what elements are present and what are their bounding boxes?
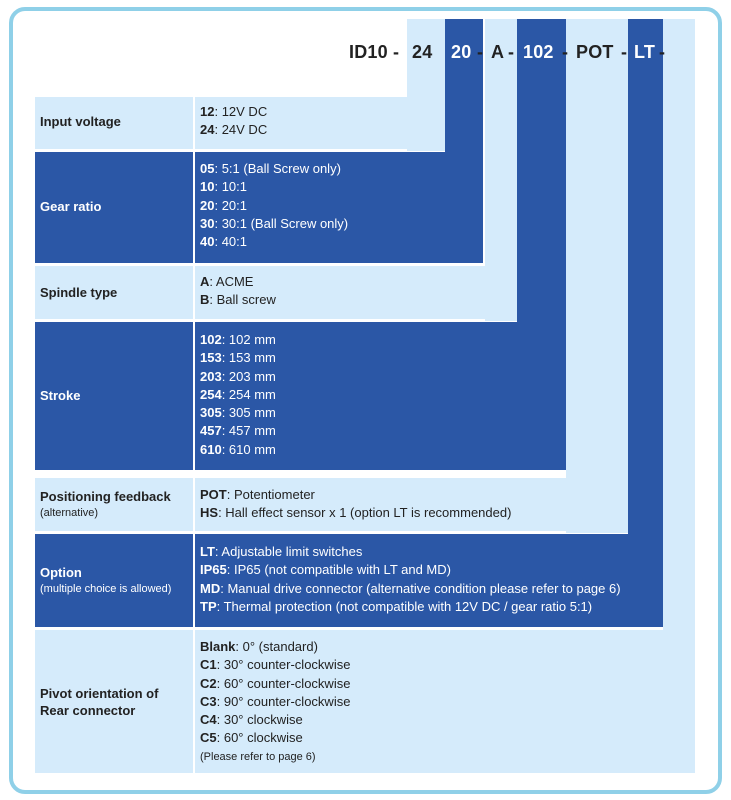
option-item: 10: 10:1: [200, 179, 247, 195]
separator: [193, 322, 195, 470]
options-stroke: [200, 331, 276, 459]
option-item: 30: 30:1 (Ball Screw only): [200, 215, 349, 231]
options-pivot-orientation: [200, 638, 350, 766]
category-option: Option (multiple choice is allowed): [40, 565, 172, 595]
option-item: LT: Adjustable limit switches: [200, 544, 363, 559]
options-positioning-feedback: [200, 486, 511, 523]
option-item: 20: 20:1: [200, 197, 247, 213]
code-dash: -: [659, 42, 666, 62]
options-option: [200, 543, 621, 616]
category-positioning-feedback: Positioning feedback (alternative): [40, 489, 171, 519]
option-item: HS: Hall effect sensor x 1 (option LT is recommended): [200, 505, 512, 521]
column-positioning-feedback: [566, 19, 628, 533]
option-item: Blank: 0° (standard): [200, 639, 318, 654]
code-segment-option: LT: [634, 42, 656, 62]
option-item: C4: 30° clockwise: [200, 712, 303, 728]
option-item: 102: 102 mm: [200, 332, 276, 347]
option-item: 40: 40:1: [200, 234, 247, 250]
option-item: 305: 305 mm: [200, 405, 276, 421]
option-item: 254: 254 mm: [200, 386, 276, 402]
option-item: TP: Thermal protection (not compatible with 12V DC / gear ratio 5:1): [200, 598, 593, 614]
option-item: 203: 203 mm: [200, 368, 276, 384]
separator: [193, 97, 195, 149]
code-dash: -: [621, 42, 628, 62]
code-segment-gear-ratio: 20: [451, 42, 472, 62]
code-dash: -: [477, 42, 484, 62]
separator: [193, 534, 195, 627]
code-segment-voltage: 24: [412, 42, 433, 62]
category-gear-ratio: Gear ratio: [40, 199, 102, 214]
option-item: C3: 90° counter-clockwise: [200, 693, 351, 709]
option-item: POT: Potentiometer: [200, 487, 315, 502]
code-segment-stroke: 102: [523, 42, 554, 62]
category-input-voltage: Input voltage: [40, 114, 121, 129]
options-input-voltage: [200, 103, 267, 140]
page-reference-note: (Please refer to page 6): [200, 750, 316, 763]
option-item: A: ACME: [200, 274, 254, 289]
separator: [193, 630, 195, 773]
code-segment-spindle: A: [491, 42, 505, 62]
option-item: 610: 610 mm: [200, 441, 276, 457]
option-item: C2: 60° counter-clockwise: [200, 675, 351, 691]
separator: [193, 266, 195, 319]
row-stroke: [35, 322, 566, 470]
options-gear-ratio: [200, 160, 348, 251]
model-prefix: ID10 -: [349, 42, 400, 62]
code-segment-feedback: POT: [576, 42, 614, 62]
option-item: B: Ball screw: [200, 292, 276, 308]
options-spindle-type: [200, 273, 276, 310]
separator: [193, 478, 195, 531]
category-pivot-orientation: Pivot orientation of Rear connector: [40, 686, 159, 718]
option-item: IP65: IP65 (not compatible with LT and MD): [200, 562, 451, 578]
option-item: C5: 60° clockwise: [200, 730, 303, 746]
option-item: 457: 457 mm: [200, 423, 276, 439]
category-stroke: Stroke: [40, 388, 81, 403]
option-item: 153: 153 mm: [200, 350, 276, 366]
code-dash: -: [508, 42, 515, 62]
category-spindle-type: Spindle type: [40, 285, 118, 300]
option-item: 05: 5:1 (Ball Screw only): [200, 161, 341, 176]
option-item: 12: 12V DC: [200, 104, 268, 119]
separator: [193, 152, 195, 263]
option-item: C1: 30° counter-clockwise: [200, 657, 351, 673]
code-dash: -: [562, 42, 569, 62]
option-item: 24: 24V DC: [200, 122, 268, 138]
option-item: MD: Manual drive connector (alternative condition please refer to page 6): [200, 580, 621, 596]
